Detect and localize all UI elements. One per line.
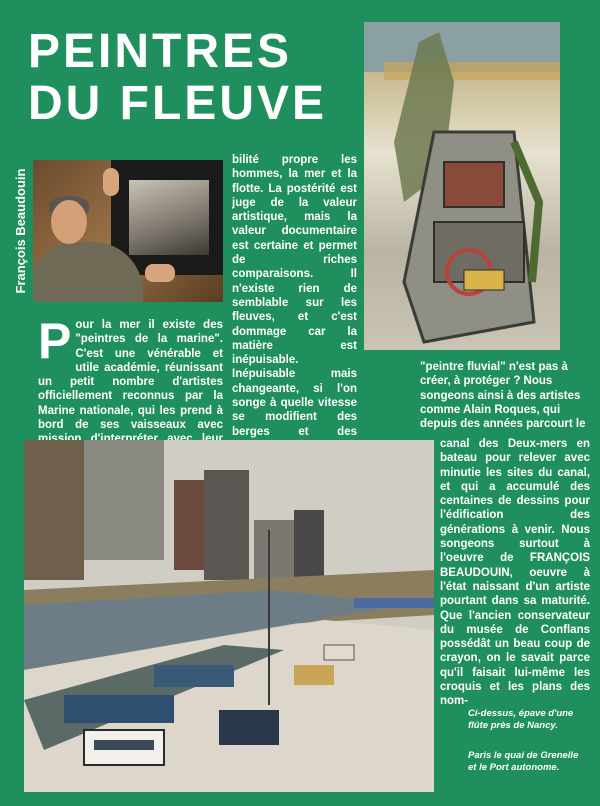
person-head — [51, 200, 87, 244]
text-column-4: canal des Deux-mers en bateau pour relever avec minutie les sites du canal, et qui a accumulé des centaines de dessins pour l'édification des générations à venir. Nous songeons surtout à l'oeuvre de FRANÇOIS BEAUDOUIN, oeuvre à l'état naissant d'un artiste pourtant dans sa maturité. Que l'ancien conservateur du musée de Conflans possédât un beau coup de crayon, on le savait parce qu'il faisait lui-même les croquis et les plans des nom- — [440, 438, 590, 708]
caption-shipwreck: Ci-dessus, épave d'une flûte près de Nancy. — [468, 708, 574, 731]
painting-paris-quai — [24, 440, 434, 792]
painting-shipwreck — [364, 22, 560, 350]
text-column-2: bilité propre les hommes, la mer et la flotte. La postérité est juge de la valeur artistique, mais la valeur documentaire est certaine et permet de riches comparaisons. Il n'existe rien de semblable sur les fleuves, et c'est dommage car la matière est inépuisable. Inépuisable mais changeante, si l'on songe à quelle vitesse se modifient des berges et des — [232, 154, 357, 438]
title-line-1: PEINTRES — [28, 25, 293, 78]
framed-picture — [129, 180, 209, 255]
person-hand-upper — [103, 168, 119, 196]
article-title — [28, 26, 327, 130]
person-hand — [145, 264, 175, 282]
photo-credit-label — [10, 160, 32, 302]
painting-paris-illustration — [24, 440, 434, 792]
text-column-3: "peintre fluvial" n'est pas à créer, à protéger ? Nous songeons ainsi à des artistes comme Alain Roques, qui depuis des années parcourt le — [420, 361, 586, 431]
photo-credit-text: François Beaudouin — [13, 168, 28, 294]
portrait-photo — [33, 160, 223, 302]
text-column-1-body: our la mer il existe des "peintres de la marine". C'est une vénérable et utile académie, réunissant un petit nombre d'artistes officiellement reconnus par la Marine nationale, qui les prend à bord de ses vaisseaux avec — [38, 319, 223, 432]
painting-shipwreck-illustration — [364, 22, 560, 350]
title-line-2: DU FLEUVE — [28, 77, 328, 130]
drop-cap: P — [38, 313, 72, 369]
caption-paris: Paris le quai de Grenelle et le Port autonome. — [468, 750, 579, 773]
